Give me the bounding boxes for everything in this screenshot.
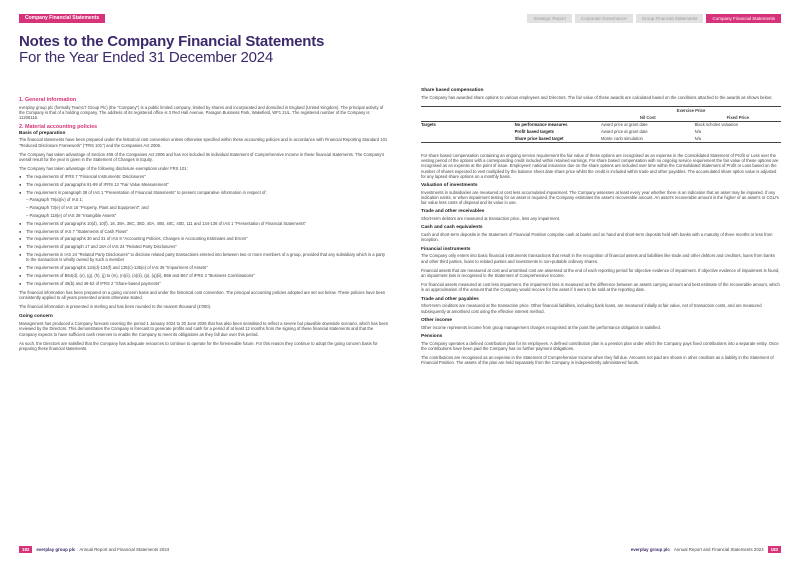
share-options-table: [421, 106, 781, 143]
exemption-intro: The Company has taken advantage of the following disclosure exemptions under FRS 101:: [19, 166, 188, 172]
table-header-nil-cost: Nil Cost: [601, 114, 695, 121]
valuation-investments-text: Investments in subsidiaries are measured at cost less accumulated impairment. The Company assesses at least every year whether there is an indication that an asset may be impaired. If any indication exists, or when impairment testing for an asset is required, the Company estimates the asset's recoverable amount. An asset's recoverable amount is the higher of an asset's or CGU's fair value less costs of disposal and its value in use.: [421, 189, 779, 206]
table-row-label: Targets: [421, 122, 436, 128]
tab-strategic-report[interactable]: Strategic Report: [527, 14, 572, 23]
tab-corporate-governance[interactable]: Corporate Governance: [575, 14, 633, 23]
tab-group-financial-statements[interactable]: Group Financial Statements: [636, 14, 704, 23]
table-cell: Black scholes valuation: [694, 122, 739, 128]
list-item: ● The requirements of paragraphs 134(d)-134(f) and 135(c)-135(e) of IAS 36 "Impairment of Assets": [19, 265, 389, 270]
list-item: ● The requirements in IAS 24 "Related Party Disclosures" to disclose related party transactions entered into between two or more members of a group, provided that any subsidiary which is a party to the transaction is wholly owned by such a member: [19, 252, 389, 262]
financial-instruments-cost: For financial assets measured at cost less impairment, the impairment loss is measured as the difference between an assets carrying amount and best estimate of the recoverable amount, which is an approximation of the amount that the Company would receive for the asset if it were to be sold at the reporting date.: [421, 282, 780, 293]
page-number-right: 183: [768, 546, 781, 553]
table-group-header: Exercise Price: [601, 107, 781, 114]
basis-heading: Basis of preparation: [19, 130, 66, 136]
other-income-text: Other income represents income from group management charges recognised at the point the performance obligation is satisfied.: [421, 324, 661, 330]
section-tag: Company Financial Statements: [19, 14, 105, 23]
tab-company-financial-statements[interactable]: Company Financial Statements: [706, 14, 781, 23]
exemption-list: [19, 174, 389, 286]
other-income-heading: Other income: [421, 317, 452, 323]
pensions-text: The Company operates a defined contribution plan for its employees. A defined contribution plan is a pension plan under which the Company pays fixed contributions into a separate entity. Once the contributions have been paid the Company has no further payment obligations.: [421, 340, 779, 351]
list-sub-item: – Paragraph 73(e) of IAS 16 "Property, Plant and Equipment"; and: [26, 205, 149, 211]
footer-report-title: Annual Report and Financial Statements 2024: [673, 547, 764, 552]
table-cell: N/a: [694, 129, 702, 135]
table-cell: Award price at grant date: [600, 129, 648, 135]
trade-payables-heading: Trade and other payables: [421, 296, 479, 302]
trade-receivables-text: Short-term debtors are measured at transaction price, less any impairment.: [421, 216, 561, 222]
title-line-1: Notes to the Company Financial Statements: [19, 33, 325, 50]
table-cell: Profit based targets: [514, 129, 554, 135]
financial-instruments-impairment: Financial assets that are measured at cost and amortised cost are assessed at the end of each reporting period for objective evidence of impairment. If objective evidence of impairment is found, an impairment loss is recognised in the Statement of Comprehensive Income.: [421, 267, 780, 279]
pensions-heading: Pensions: [421, 333, 443, 339]
title-line-2: For the Year Ended 31 December 2024: [19, 49, 274, 66]
presentation-text: The financial information is presented in sterling and has been rounded to the nearest thousand (£'000).: [19, 304, 212, 310]
general-info-text: everplay group plc (formally Team17 Group Plc) (the "Company") is a public limited company, limited by shares and incorporated and domiciled in England (United Kingdom). The principal activity of the Company is that of a holding company. The address of its registered office is 3 Red Hall Avenue, Paragon Business Park, Wakefield, WF1 2UL. The registered number of the Company is 11206116.: [19, 104, 384, 120]
left-column: [19, 94, 389, 351]
list-item: ● The requirements of B64(d), (e), (g), (h), (j) to (m), (n)(ii), (o)(ii), (p), (q)(ii), B66 and B67 of IFRS 3 "Business Combinations": [19, 273, 389, 278]
share-based-compensation-heading: Share based compensation: [421, 88, 484, 93]
list-item: ● The requirement in paragraph 38 of IAS 1 "Presentation of Financial Statements" to present comparative information in respect of:: [19, 190, 389, 195]
table-row: [421, 128, 781, 135]
list-item: ● The requirements of paragraphs 30 and 31 of IAS 8 "Accounting Policies, Changes in Accounting Estimates and Errors": [19, 236, 389, 241]
list-item: ● The requirements of paragraphs 10(d), 10(f), 16, 38A, 38C, 38D, 40A, 40B, 40C, 40D, 111 and 134-136 of IAS 1 "Presentation of Financial Statements": [19, 221, 389, 226]
table-row: [421, 121, 781, 128]
going-concern-basis-text: The financial information has been prepared on a going concern basis and under the historical cost convention. The principal accounting policies adopted are set out below. These policies have been consistently applied to all years presented unless otherwise stated.: [19, 289, 386, 300]
list-item: ● The requirements of 45(b) and 46-52 of IFRS 2 "Share-based payments": [19, 281, 389, 286]
footer-brand: everplay group plc: [630, 547, 670, 552]
list-sub-item: – Paragraph 79(a)(iv) of IAS 1;: [26, 197, 84, 203]
basis-text: The financial statements have been prepared under the historical cost convention unless otherwise specified within these accounting policies and in accordance with Financial Reporting Standard 101 "Reduced Disclosure Framework" ("FRS 101") and the Companies Act 2006.: [19, 137, 388, 148]
table-header-fixed-price: Fixed Price: [695, 114, 781, 121]
table-cell: Monte carlo simulation: [601, 135, 695, 142]
general-info-heading: 1. General information: [19, 97, 77, 103]
right-column: [421, 88, 781, 365]
share-based-compensation-text: The Company has awarded share options to various employees and Directors. The fair value of these awards are calculated based on the conditions attached to the awards as shown below:: [421, 94, 773, 100]
going-concern-heading: Going concern: [19, 314, 53, 320]
table-row: [421, 135, 781, 142]
table-cell: No performance measures: [514, 122, 568, 128]
going-concern-text: Management has produced a Company forecast covering the period 1 January 2024 to 30 June 2026 that has also been sensitised to reflect a severe but plausible downside scenario, which has been reviewed by the Directors. This demonstrates the Company is forecast to generate profits and cash for a period of at least 12 months from the signing of these financial statements and that the Company expects to have sufficient cash reserves to enable the Company to meet its obligations as they fall due over this period.: [19, 321, 389, 337]
trade-payables-text: Short-term creditors are measured at the transaction price. Other financial liabilities, including bank loans, are measured initially at fair value, net of transaction costs, and are measured subsequently at amortised cost using the effective interest method.: [421, 303, 762, 314]
exemption-text: The Company has taken advantage of Section 408 of the Companies Act 2006 and has not included its individual Statement of Comprehensive Income in these financial statements. The Company's overall result for the year is given in the Statement of Changes in Equity.: [19, 151, 385, 163]
top-navigation: [527, 14, 781, 23]
footer-left: [19, 546, 169, 553]
valuation-investments-heading: Valuation of investments: [421, 183, 478, 188]
list-item: ● The requirements of IFRS 7 "Financial Instruments: Disclosures": [19, 174, 389, 179]
list-item: ● The requirements of paragraphs 91-99 of IFRS 13 "Fair Value Measurement": [19, 182, 389, 187]
footer-report-title: Annual Report and Financial Statements 2024: [79, 547, 170, 552]
going-concern-conclusion: As such, the Directors are satisfied that the Company has adequate resources to continue to operate for the foreseeable future. For this reason they continue to adopt the going concern basis for preparing these financial statements.: [19, 340, 378, 351]
list-item: ● The requirements of IAS 7 "Statements of Cash Flows": [19, 229, 389, 234]
page-number-left: 182: [19, 546, 32, 553]
list-item: ● The requirements of paragraph 17 and 18A of IAS 24 "Related Party Disclosures": [19, 244, 389, 249]
cash-heading: Cash and cash equivalents: [421, 225, 483, 231]
accounting-policies-heading: 2. Material accounting policies: [19, 124, 98, 131]
financial-instruments-heading: Financial instruments: [421, 246, 471, 252]
footer-brand: everplay group plc: [36, 547, 76, 552]
table-cell: Share price based target: [515, 135, 601, 142]
cash-text: Cash and short-term deposits in the Statement of Financial Position comprise cash at banks and on hand and short-term deposits held with banks with a maturity of three months or less from inception.: [421, 232, 773, 243]
list-sub-item: – Paragraph 118(e) of IAS 38 "Intangible Assets": [26, 213, 117, 218]
page-title: [19, 34, 399, 66]
footer-right: [631, 546, 781, 553]
share-based-compensation-detail: For share based compensation containing an ongoing service requirement the fair value of these options are recognised as an expense in the Consolidated Statement of Profit or Loss over the vesting period of the options with a corresponding credit included within retained earnings. For share based compensation with no ongoing service requirement the fair value of these options are recognised as an expense at the point of issue. Employees' national insurance due on the share options are included over time within the Consolidated Statement of Profit or Loss based on the number of shares expected to vest multiplied by the balance sheet date share price whilst the credit is included within trade and other payables. The accumulated share option value is adjusted for any lapsed share options on a monthly basis.: [421, 152, 779, 179]
financial-instruments-text: The Company only enters into basic financial instruments transactions that result in the recognition of financial assets and liabilities like trade and other debtors and creditors, loans from banks and other third parties, loans to related parties and investments in non-puttable ordinary shares.: [421, 253, 775, 264]
table-cell: Award price at grant date: [600, 122, 648, 128]
table-cell: N/a: [695, 135, 781, 142]
pensions-expense-text: The contributions are recognised as an expense in the Statement of Comprehensive Income when they fall due. Amounts not paid are shown in other creditors as a liability in the Statement of Financial Position. The assets of the plan are held separately from the Company in independently administered funds.: [421, 355, 774, 366]
trade-receivables-heading: Trade and other receivables: [421, 209, 485, 215]
